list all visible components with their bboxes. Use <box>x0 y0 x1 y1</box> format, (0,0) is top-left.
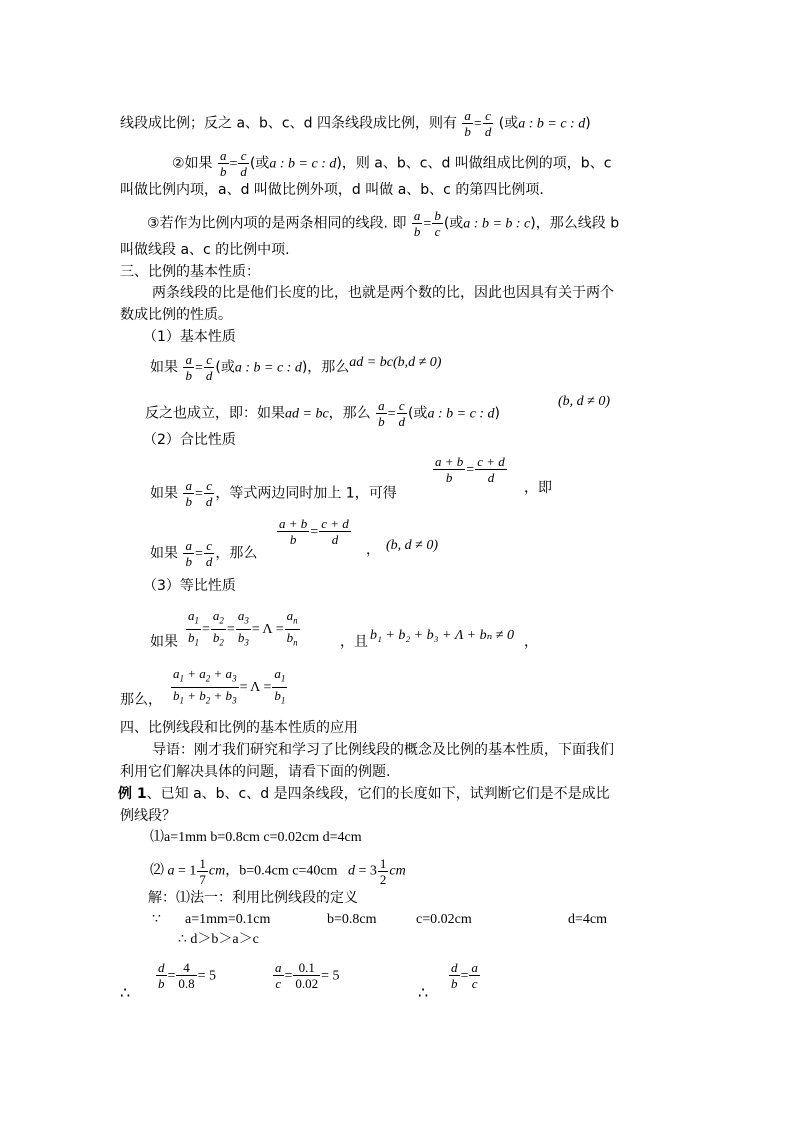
text-segment: ) <box>494 405 500 422</box>
fraction: $\frac{c + d}{d}$ <box>321 516 349 547</box>
math-expression: ad = bc(b,d ≠ 0) <box>349 354 442 370</box>
fraction: $\frac{a + b}{b}$ <box>279 516 308 547</box>
math-expression: a : b = c : d <box>269 156 337 172</box>
text-segment: )，那么 <box>301 359 350 376</box>
text-line: 线段成比例；反之 a、b、c、d 四条线段成比例，则有 $\frac{a}{b}$ = $\frac{c}{d}$ (或a : b = c : d) <box>120 108 591 139</box>
fraction: $\frac{a_1}{b_1}$ <box>274 666 286 706</box>
text-line: 叫做比例内项，a、d 叫做比例外项，d 叫做 a、b、c 的第四比例项. <box>120 182 544 198</box>
text-segment: (或 <box>408 405 428 422</box>
fraction: $\frac{a_1}{b_1}$ <box>188 608 199 648</box>
fraction: $\frac{a_n}{b_n}$ <box>286 608 298 648</box>
text-line: 反之也成立，即：如果ad = bc，那么 $\frac{a}{b}$ = $\frac{c}{d}$ (或a : b = c : d) <box>145 398 500 429</box>
text-segment: ，b=0.4cm c=40cm <box>225 863 338 879</box>
text-segment: ，那么 <box>328 405 371 422</box>
text-segment: )，则 a、b、c、d 叫做组成比例的项，b、c <box>336 155 612 172</box>
therefore-symbol: ∴ <box>120 985 131 1002</box>
text-segment: 如果 <box>150 545 178 562</box>
fraction: $\frac{a}{b}$ <box>413 208 421 239</box>
text-segment: ③若作为比例内项的是两条相同的线段. 即 <box>147 215 407 232</box>
math-expression: ad = bc <box>285 406 329 422</box>
text-segment: ，等式两边同时加上 1，可得 <box>215 485 397 502</box>
fraction: $\frac{a + b}{b}$ <box>435 454 464 485</box>
fraction: $\frac{a}{c}$ <box>471 960 478 991</box>
text-line: 叫做线段 a、c 的比例中项. <box>120 242 290 258</box>
math-expression: a : b = c : d <box>427 406 495 422</box>
text-segment: ，那么 <box>215 545 258 562</box>
solution-title: 解：⑴法一：利用比例线段的定义 <box>148 890 358 906</box>
value-a: a=1mm=0.1cm <box>185 912 271 927</box>
result: = 5 <box>321 968 340 984</box>
fraction: $\frac{b}{c}$ <box>434 208 441 239</box>
fraction: $\frac{a}{b}$ <box>185 538 192 569</box>
text-segment: 反之也成立，即：如果 <box>145 405 285 422</box>
text-segment: 线段成比例；反之 a、b、c、d 四条线段成比例，则有 <box>120 115 457 132</box>
fraction: $\frac{a_1 + a_2 + a_3}{b_1 + b_2 + b_3}$ <box>173 666 237 706</box>
fraction: $\frac{c}{d}$ <box>240 148 247 179</box>
fraction: $\frac{c}{d}$ <box>205 538 213 569</box>
text-segment: ②如果 <box>172 155 213 172</box>
math-expression: a : b = c : d <box>234 360 302 376</box>
math-expression: a : b = c : d <box>518 116 586 132</box>
math-expression: a : b = b : c <box>463 216 531 232</box>
text-line: 两条线段的比是他们长度的比，也就是两个数的比，因此也因具有关于两个 <box>152 285 614 301</box>
formula: $\frac{a}{c}$ = $\frac{0.1}{0.02}$ = 5 <box>275 960 340 991</box>
fraction: $\frac{d}{b}$ <box>451 960 458 991</box>
text-segment: ，且 <box>340 634 368 650</box>
fraction: $\frac{a}{b}$ <box>185 352 192 383</box>
fraction: $\frac{c}{d}$ <box>398 398 406 429</box>
fraction: $\frac{1}{2}$ <box>379 856 387 887</box>
condition: (b, d ≠ 0) <box>558 394 611 409</box>
value-c: c=0.02cm <box>416 912 472 927</box>
fraction: $\frac{a_2}{b_2}$ <box>212 608 224 648</box>
fraction: $\frac{c}{d}$ <box>484 108 492 139</box>
text-line <box>118 784 610 804</box>
formula: $\frac{a + b}{b}$ = $\frac{c + d}{d}$ <box>279 516 349 547</box>
text-line: 利用它们解决具体的问题，请看下面的例题. <box>120 764 391 780</box>
formula: $\frac{a_1}{b_1}$ = $\frac{a_2}{b_2}$ = $\frac{a_3}{b_3}$ = Λ = $\frac{a_n}{b_n}$ <box>185 608 301 650</box>
subsection-title: （1）基本性质 <box>143 329 236 345</box>
subsection-title: （3）等比性质 <box>143 578 236 594</box>
fraction: $\frac{c + d}{d}$ <box>477 454 505 485</box>
fraction: $\frac{a}{b}$ <box>220 148 227 179</box>
fraction: $\frac{a_3}{b_3}$ <box>237 608 249 648</box>
formula: $\frac{a_1 + a_2 + a_3}{b_1 + b_2 + b_3}$ = Λ = $\frac{a_1}{b_1}$ <box>170 666 288 708</box>
example-label: 例 1 <box>118 786 147 802</box>
text-segment: ， <box>524 634 538 650</box>
formula: $\frac{a + b}{b}$ = $\frac{c + d}{d}$ <box>435 454 505 485</box>
fraction: $\frac{a}{c}$ <box>275 960 282 991</box>
fraction: $\frac{0.1}{0.02}$ <box>295 960 319 991</box>
because-symbol: ∵ <box>152 912 161 927</box>
text-line: 数成比例的性质。 <box>120 307 232 323</box>
section-heading: 三、比例的基本性质： <box>120 264 260 280</box>
text-segment: )，那么线段 b <box>530 215 620 232</box>
text-segment: 如果 <box>150 359 178 376</box>
subsection-title: （2）合比性质 <box>143 432 236 448</box>
text-line: 如果 $\frac{a}{b}$ = $\frac{c}{d}$ ，等式两边同时加上 1，可得 <box>150 478 397 509</box>
fraction: $\frac{a}{b}$ <box>464 108 471 139</box>
therefore-symbol: ∴ <box>418 985 429 1002</box>
text-segment: (或 <box>443 215 464 232</box>
order-line: ∴ d＞b＞a＞c <box>178 932 259 947</box>
fraction: $\frac{c}{d}$ <box>205 352 213 383</box>
fraction: $\frac{4}{0.8}$ <box>178 960 195 991</box>
result: = 5 <box>197 968 217 984</box>
text-line: 如果 $\frac{a}{b}$ = $\frac{c}{d}$ ，那么 <box>150 538 258 569</box>
value-b: b=0.8cm <box>327 912 377 927</box>
text-segment: 如果 <box>150 485 178 502</box>
fraction: $\frac{d}{b}$ <box>158 960 165 991</box>
text-line: 如果 $\frac{a}{b}$ = $\frac{c}{d}$ (或a : b = c : d)，那么ad = bc(b,d ≠ 0) <box>150 352 442 383</box>
fraction: $\frac{a}{b}$ <box>185 478 192 509</box>
text-line: 导语：刚才我们研究和学习了比例线段的概念及比例的基本性质，下面我们 <box>152 742 614 758</box>
formula: $\frac{d}{b}$ = $\frac{a}{c}$ <box>451 960 478 991</box>
text-segment: 如果 <box>150 634 178 650</box>
question-2: ⑵ a = 1 $\frac{1}{7}$ cm，b=0.4cm c=40cm d = 3 $\frac{1}{2}$ cm <box>150 856 406 887</box>
text-segment: ) <box>585 115 591 132</box>
text-segment: 、已知 a、b、c、d 是四条线段，它们的长度如下，试判断它们是不是成比 <box>146 786 610 802</box>
condition: b₁ + b₂ + b₃ + Λ + bₙ ≠ 0 <box>370 628 514 643</box>
text-segment: ⑵ <box>150 863 164 879</box>
text-segment: 那么， <box>120 692 162 708</box>
text-segment: ，即 <box>524 480 552 496</box>
text-segment: ， <box>366 542 380 558</box>
question-1: ⑴a=1mm b=0.8cm c=0.02cm d=4cm <box>150 830 362 845</box>
condition: (b, d ≠ 0) <box>386 538 439 553</box>
text-line: 例线段？ <box>120 808 176 824</box>
text-line: ③若作为比例内项的是两条相同的线段. 即 $\frac{a}{b}$ = $\frac{b}{c}$ (或a : b = b : c)，那么线段 b <box>147 208 620 239</box>
fraction: $\frac{c}{d}$ <box>205 478 213 509</box>
text-line: ②如果 $\frac{a}{b}$ = $\frac{c}{d}$ (或a : b = c : d)，则 a、b、c、d 叫做组成比例的项，b、c <box>172 148 612 179</box>
fraction: $\frac{1}{7}$ <box>199 856 206 887</box>
section-heading: 四、比例线段和比例的基本性质的应用 <box>120 720 358 736</box>
fraction: $\frac{a}{b}$ <box>378 398 385 429</box>
text-segment: (或 <box>249 155 270 172</box>
formula: $\frac{d}{b}$ = $\frac{4}{0.8}$ = 5 <box>158 960 217 991</box>
text-segment: (或 <box>498 115 519 132</box>
text-segment: (或 <box>215 359 235 376</box>
value-d: d=4cm <box>568 912 607 927</box>
